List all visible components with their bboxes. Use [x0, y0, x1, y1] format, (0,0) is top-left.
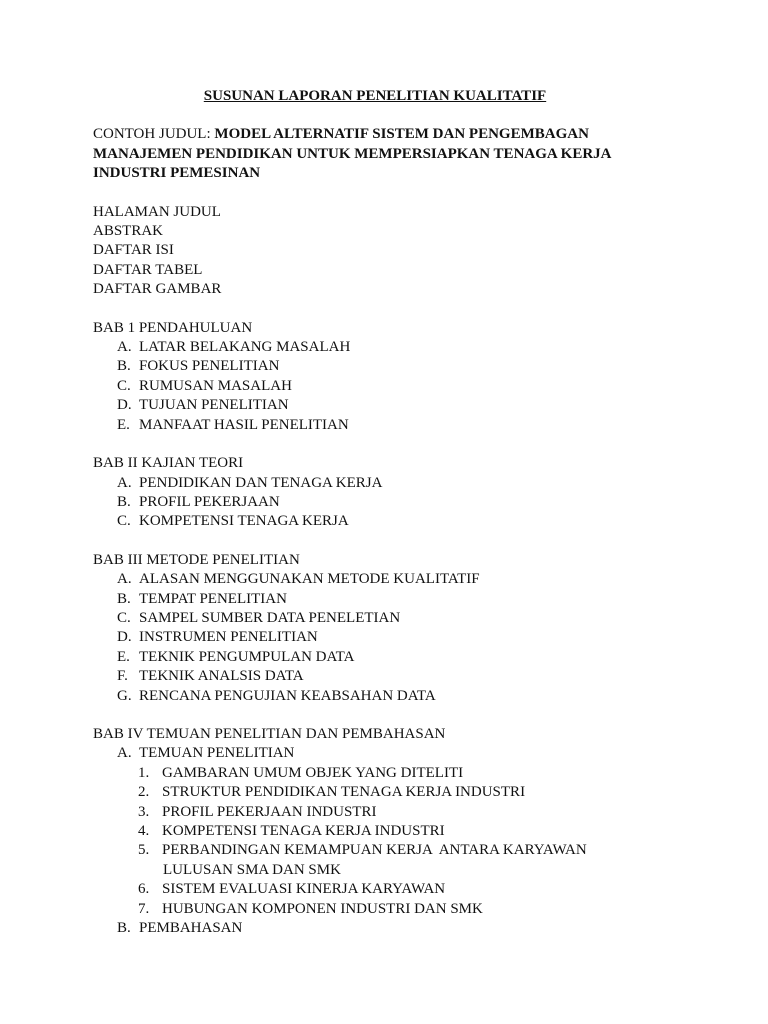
bab-3-heading: BAB III METODE PENELITIAN — [93, 551, 300, 568]
list-text: PROFIL PEKERJAAN INDUSTRI — [162, 803, 377, 820]
sub-list-item — [93, 803, 653, 822]
sub-list-item — [93, 841, 653, 860]
list-item — [93, 474, 653, 493]
sub-list-item — [93, 822, 653, 841]
list-text: SISTEM EVALUASI KINERJA KARYAWAN — [162, 881, 446, 898]
list-item — [93, 416, 653, 435]
list-marker: B. — [117, 590, 131, 607]
document-page — [93, 87, 653, 957]
front-matter-item: HALAMAN JUDUL — [93, 203, 221, 220]
list-item — [93, 744, 653, 763]
list-text: INSTRUMEN PENELITIAN — [139, 629, 318, 646]
list-marker: B. — [117, 920, 131, 937]
document-title: SUSUNAN LAPORAN PENELITIAN KUALITATIF — [203, 88, 547, 104]
list-text: SAMPEL SUMBER DATA PENELETIAN — [139, 609, 401, 626]
list-item — [93, 357, 653, 376]
list-marker: 6. — [138, 881, 150, 898]
list-marker: A. — [117, 474, 132, 491]
list-marker: C. — [117, 609, 131, 626]
bab-4-heading: BAB IV TEMUAN PENELITIAN DAN PEMBAHASAN — [93, 725, 446, 742]
list-marker: B. — [117, 358, 131, 375]
sub-list-item — [93, 783, 653, 802]
list-marker: A. — [117, 571, 132, 588]
bab-3-section — [93, 551, 653, 706]
bab-4-section — [93, 725, 653, 938]
list-text: MANFAAT HASIL PENELITIAN — [139, 416, 349, 433]
front-matter-item: DAFTAR TABEL — [93, 261, 203, 278]
bab-2-heading: BAB II KAJIAN TEORI — [93, 455, 244, 472]
judul-line-3: INDUSTRI PEMESINAN — [93, 165, 261, 182]
list-text: TEKNIK PENGUMPULAN DATA — [139, 648, 355, 665]
list-marker: E. — [117, 416, 130, 433]
bab-2-section — [93, 454, 653, 532]
list-text: STRUKTUR PENDIDIKAN TENAGA KERJA INDUSTRI — [162, 784, 526, 801]
front-matter-item: DAFTAR ISI — [93, 242, 174, 259]
list-text: RUMUSAN MASALAH — [139, 377, 292, 394]
list-marker: 2. — [138, 784, 150, 801]
list-text: HUBUNGAN KOMPONEN INDUSTRI DAN SMK — [162, 900, 483, 917]
list-marker: 3. — [138, 803, 150, 820]
list-item — [93, 377, 653, 396]
list-text: TEKNIK ANALSIS DATA — [139, 668, 304, 685]
list-item — [93, 687, 653, 706]
list-item — [93, 919, 653, 938]
sub-list-item — [93, 764, 653, 783]
list-text: PERBANDINGAN KEMAMPUAN KERJA ANTARA KARYAWAN — [162, 842, 587, 859]
list-item — [93, 493, 653, 512]
sub-list-item — [93, 880, 653, 899]
list-text: PEMBAHASAN — [139, 920, 243, 937]
sub-list-item-continuation: LULUSAN SMA DAN SMK — [163, 861, 341, 878]
list-text: KOMPETENSI TENAGA KERJA INDUSTRI — [162, 823, 445, 839]
list-item — [93, 396, 653, 415]
list-item — [93, 512, 653, 531]
list-marker: F. — [117, 668, 128, 685]
list-text: PENDIDIKAN DAN TENAGA KERJA — [139, 474, 383, 491]
list-marker: E. — [117, 648, 130, 665]
bab-1-section — [93, 319, 653, 435]
list-text: TEMUAN PENELITIAN — [139, 745, 295, 762]
list-marker: G. — [117, 687, 132, 704]
front-matter-item: DAFTAR GAMBAR — [93, 281, 222, 298]
list-item — [93, 648, 653, 667]
list-marker: 7. — [138, 900, 150, 917]
list-text: PROFIL PEKERJAAN — [139, 493, 280, 510]
list-marker: 5. — [138, 842, 150, 859]
list-marker: 1. — [138, 764, 150, 781]
list-item — [93, 667, 653, 686]
judul-prefix: CONTOH JUDUL: — [93, 126, 215, 143]
list-marker: C. — [117, 513, 131, 530]
list-text: LATAR BELAKANG MASALAH — [139, 339, 351, 356]
front-matter-list — [93, 203, 653, 300]
front-matter-item: ABSTRAK — [93, 223, 164, 240]
list-text: GAMBARAN UMUM OBJEK YANG DITELITI — [162, 764, 464, 781]
list-text: TEMPAT PENELITIAN — [139, 590, 287, 607]
list-marker: A. — [117, 745, 132, 762]
list-item — [93, 570, 653, 589]
list-text: TUJUAN PENELITIAN — [139, 397, 289, 414]
list-item — [93, 590, 653, 609]
contoh-judul — [93, 125, 653, 183]
list-text: RENCANA PENGUJIAN KEABSAHAN DATA — [139, 687, 436, 704]
list-text: KOMPETENSI TENAGA KERJA — [139, 513, 349, 530]
judul-line-2: MANAJEMEN PENDIDIKAN UNTUK MEMPERSIAPKAN TENAGA KERJA — [93, 145, 612, 162]
list-text: FOKUS PENELITIAN — [139, 358, 280, 375]
list-marker: C. — [117, 377, 131, 394]
sub-list-item — [93, 900, 653, 919]
bab-1-heading: BAB 1 PENDAHULUAN — [93, 319, 253, 336]
list-marker: A. — [117, 339, 132, 356]
list-text: ALASAN MENGGUNAKAN METODE KUALITATIF — [139, 571, 480, 588]
judul-line-1: MODEL ALTERNATIF SISTEM DAN PENGEMBAGAN — [214, 126, 589, 143]
list-item — [93, 628, 653, 647]
list-marker: D. — [117, 629, 132, 646]
list-item — [93, 609, 653, 628]
list-marker: 4. — [138, 823, 150, 839]
list-marker: D. — [117, 397, 132, 414]
list-item — [93, 338, 653, 357]
list-marker: B. — [117, 493, 131, 510]
